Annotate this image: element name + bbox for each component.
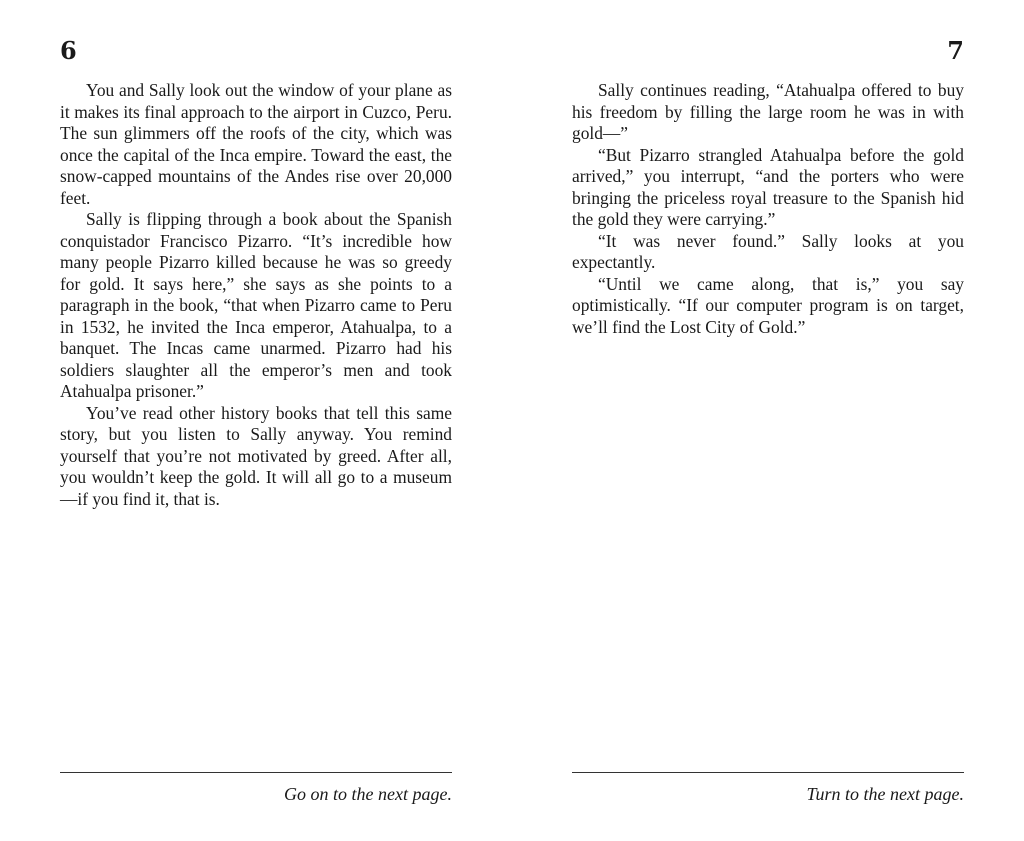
footer-instruction: Turn to the next page. — [806, 784, 964, 804]
page-body — [60, 80, 452, 510]
right-page — [572, 0, 964, 841]
page-body — [572, 80, 964, 338]
paragraph: “Until we came along, that is,” you say optimistically. “If our computer program is on target, we’ll find the Lost City of Gold.” — [572, 273, 964, 337]
footer-instruction: Go on to the next page. — [284, 784, 452, 804]
paragraph: Sally continues reading, “Atahualpa offered to buy his freedom by filling the large room he was in with gold—” — [572, 80, 964, 143]
footer-divider — [572, 772, 964, 773]
page-number: 7 — [947, 36, 964, 65]
paragraph: “It was never found.” Sally looks at you expectantly. — [572, 230, 964, 272]
page-number: 6 — [60, 36, 77, 65]
paragraph: You and Sally look out the window of your plane as it makes its final approach to the airport in Cuzco, Peru. The sun glimmers off the roofs of the city, which was once the capital of the Inca empire. Toward the east, the snow-capped mountains of the Andes rise over 20,000 feet. — [60, 80, 452, 208]
footer-divider — [60, 772, 452, 773]
paragraph: You’ve read other history books that tell this same story, but you listen to Sally anyway. You remind yourself that you’re not motivated by greed. After all, you wouldn’t keep the gold. It will all go to a museum—if you find it, that is. — [60, 402, 452, 509]
left-page — [60, 0, 452, 841]
paragraph: “But Pizarro strangled Atahualpa before the gold arrived,” you interrupt, “and the porters who were bringing the priceless royal treasure to the Spanish hid the gold they were carrying.” — [572, 144, 964, 229]
paragraph: Sally is flipping through a book about the Spanish conquistador Francisco Pizarro. “It’s incredible how many people Pizarro killed because he was so greedy for gold. It says here,” she says as she points to a paragraph in the book, “that when Pizarro came to Peru in 1532, he invited the Inca emperor, Atahualpa, to a banquet. The Incas came unarmed. Pizarro had his soldiers slaughter all the emperor’s men and took Atahualpa prisoner.” — [60, 209, 452, 401]
